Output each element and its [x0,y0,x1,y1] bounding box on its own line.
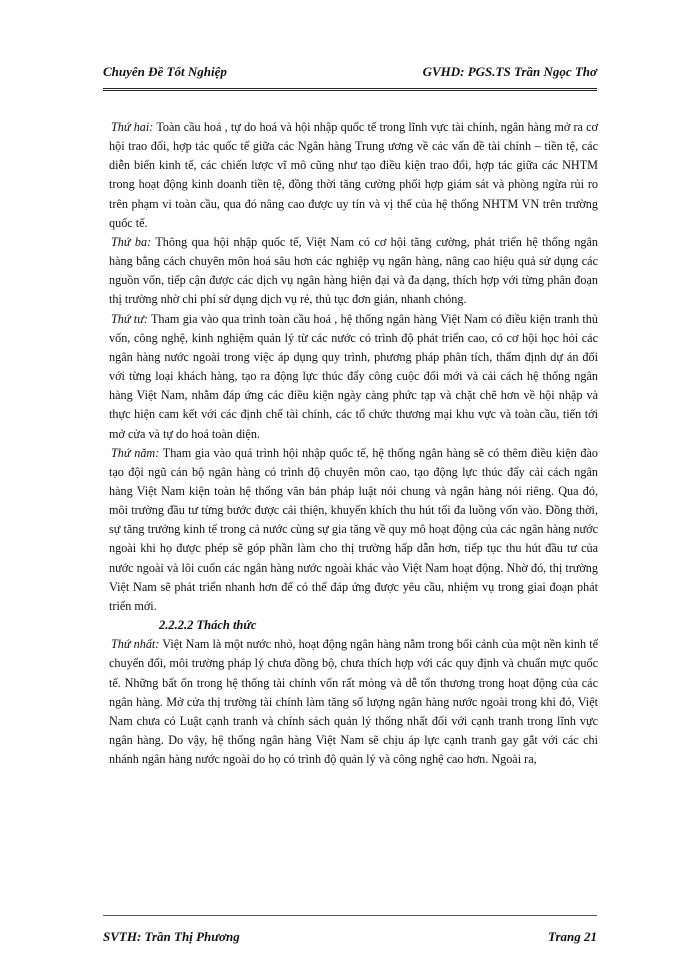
document-body [109,118,598,769]
paragraph [109,635,598,769]
paragraph [109,118,598,233]
paragraph-text: Thông qua hội nhập quốc tế, Việt Nam có cơ hội tăng cường, phát triển hệ thống ngân hàng bằng cách chuyên môn hoá sâu hơn các nghiệp vụ ngân hàng, nâng cao hiệu quả sử dụng các nguồn vốn, tiếp cận được các dịch vụ ngân hàng hiện đại và đa dạng, thích hợp với từng phân đoạn thị trường nhờ chi phí sử dụng dịch vụ rẻ, thủ tục đơn giản, nhanh chóng. [109,234,599,307]
paragraph-lead: Thứ ba: [111,234,152,249]
paragraph-lead: Thứ tư: [111,311,148,326]
paragraph-text: Việt Nam là một nước nhỏ, hoạt động ngân hàng nằm trong bối cảnh của một nền kinh tế chuyển đổi, môi trường pháp lý chưa đồng bộ, chưa thích hợp với các quy định và chuẩn mực quốc tế. Những bất ổn trong hệ thống tài chính vốn rất mỏng và dễ tổn thương trong hoạt động của các ngân hàng. Mở cửa thị trường tài chính làm tăng số lượng ngân hàng nước ngoài trong khi đó, Việt Nam chưa có Luật cạnh tranh và chính sách quản lý thống nhất đối với cạnh tranh trong lĩnh vực ngân hàng. Do vậy, hệ thống ngân hàng Việt Nam sẽ chịu áp lực cạnh tranh gay gắt với các chi nhánh ngân hàng nước ngoài do họ có trình độ quản lý và công nghệ cao hơn. Ngoài ra, [109,637,598,767]
page-number: Trang 21 [548,929,597,944]
paragraph-lead: Thứ hai: [111,120,154,134]
section-heading: 2.2.2.2 Thách thức [159,618,257,633]
paragraph-lead: Thứ nhất: [111,637,160,652]
paragraph-text: Tham gia vào quá trình hội nhập quốc tế, hệ thống ngân hàng sẽ có thêm điều kiện đào tạo đội ngũ cán bộ ngân hàng có trình độ chuyên môn cao, tạo động lực thúc đẩy cải cách ngân hàng Việt Nam kiện toàn hệ thống văn bản pháp luật nói chung và ngân hàng nói riêng. Qua đó, môi trường đầu tư từng bước được cải thiện, khuyến khích thu hút tối đa luồng vốn vào. Đồng thời, sự tăng trưởng kinh tế trong cả nước cùng sự gia tăng về quy mô hoạt động của các ngân hàng nước ngoài khi họ được phép sẽ góp phần làm cho thị trường hấp dẫn hơn, tiếp tục thu hút đầu tư của nước ngoài và lôi cuốn các ngân hàng nước ngoài khác vào Việt Nam hoạt động. Nhờ đó, thị trường Việt Nam sẽ phát triển nhanh hơn để có thể đáp ứng được yêu cầu, nhiệm vụ trong giai đoạn phát triển mới. [109,445,598,613]
header-doc-title: Chuyên Đề Tốt Nghiệp [103,64,227,79]
page-footer [103,929,597,949]
footer-student: SVTH: Trần Thị Phương [103,929,240,944]
paragraph-text: Toàn cầu hoá , tự do hoá và hội nhập quốc tế trong lĩnh vực tài chính, ngân hàng mở ra cơ hội trao đổi, hợp tác quốc tế giữa các Ngân hàng Trung ương về các vấn đề tài chính – tiền tệ, các diễn biến kinh tế, các chiến lược vĩ mô cũng như tạo điều kiện trao đổi, hợp tác giữa các NHTM trong hoạt động kinh doanh tiền tệ, đồng thời tăng cường phối hợp giám sát và phòng ngừa rủi ro trên phạm vi toàn cầu, qua đó nâng cao được uy tín và vị thế của hệ thống NHTM VN trên trường quốc tế. [109,120,598,230]
paragraph [109,444,598,616]
paragraph [109,233,598,310]
paragraph-lead: Thứ năm: [111,445,160,460]
page-header [103,64,597,86]
header-supervisor: GVHD: PGS.TS Trần Ngọc Thơ [422,64,597,79]
paragraph [109,310,598,444]
header-divider [103,88,597,91]
footer-divider [103,915,597,916]
paragraph-text: Tham gia vào qua trình toàn cầu hoá , hệ thống ngân hàng Việt Nam có điều kiện tranh thủ vốn, công nghệ, kinh nghiệm quản lý từ các nước có trình độ phát triển cao, có cơ hội học hỏi các ngân hàng nước ngoài trong việc áp dụng quy trình, phương pháp phân tích, thẩm định dự án đối với từng loại khách hàng, tạo ra động lực thúc đẩy công cuộc đổi mới và cải cách hệ thống ngân hàng Việt Nam, nhằm đáp ứng các điều kiện ngày càng phức tạp và chặt chẽ hơn về hội nhập và thực hiện cam kết với các định chế tài chính, các tổ chức thương mại khu vực và toàn cầu, tiến tới mở cửa và tự do hoá toàn diện. [109,311,598,441]
